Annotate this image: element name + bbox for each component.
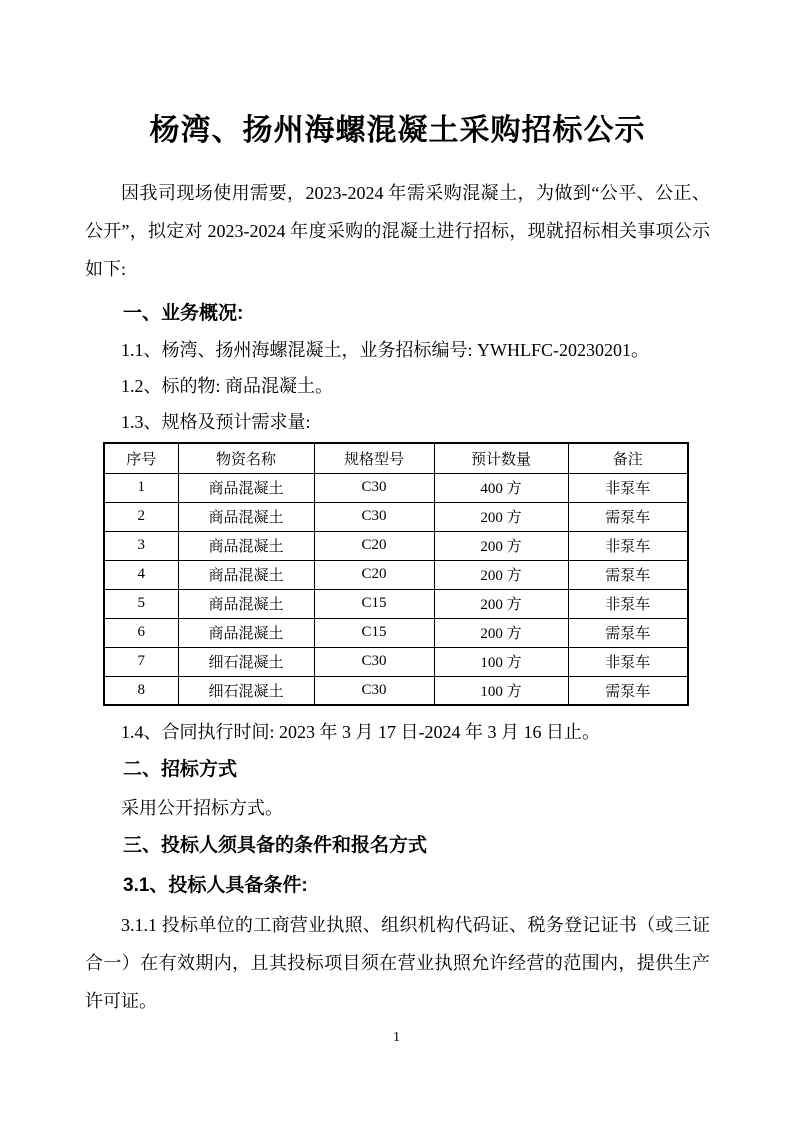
cell-remark: 非泵车 — [568, 473, 688, 502]
cell-spec: C20 — [314, 560, 434, 589]
cell-quantity: 200 方 — [434, 531, 568, 560]
table-row — [104, 560, 688, 589]
table-header-row — [104, 443, 688, 473]
cell-spec: C15 — [314, 589, 434, 618]
table-header-material: 物资名称 — [178, 443, 314, 473]
section3-heading: 三、投标人须具备的条件和报名方式 — [123, 835, 428, 856]
item-1-1: 1.1、杨湾、扬州海螺混凝土，业务招标编号: YWHLFC-20230201。 — [121, 340, 649, 360]
page-number: 1 — [393, 1030, 400, 1045]
cell-material: 商品混凝土 — [178, 618, 314, 647]
cell-remark: 需泵车 — [568, 502, 688, 531]
cell-material: 商品混凝土 — [178, 560, 314, 589]
cell-seq: 1 — [104, 473, 178, 502]
cell-remark: 需泵车 — [568, 560, 688, 589]
section2-body: 采用公开招标方式。 — [121, 798, 283, 818]
cell-spec: C20 — [314, 531, 434, 560]
cell-quantity: 400 方 — [434, 473, 568, 502]
intro-paragraph: 因我司现场使用需要，2023-2024 年需采购混凝土，为做到“公平、公正、公开”，拟定对 2023-2024 年度采购的混凝土进行招标，现就招标相关事项公示如下: — [85, 183, 710, 279]
demand-table — [103, 442, 689, 706]
document-title: 杨湾、扬州海螺混凝土采购招标公示 — [149, 114, 646, 147]
cell-spec: C30 — [314, 676, 434, 705]
cell-seq: 3 — [104, 531, 178, 560]
cell-remark: 非泵车 — [568, 589, 688, 618]
cell-material: 商品混凝土 — [178, 589, 314, 618]
cell-seq: 8 — [104, 676, 178, 705]
item-1-3: 1.3、规格及预计需求量: — [121, 412, 311, 432]
item-1-4: 1.4、合同执行时间: 2023 年 3 月 17 日-2024 年 3 月 16 日止。 — [121, 722, 600, 742]
cell-spec: C30 — [314, 647, 434, 676]
cell-spec: C15 — [314, 618, 434, 647]
table-row — [104, 676, 688, 705]
cell-seq: 5 — [104, 589, 178, 618]
table-row — [104, 618, 688, 647]
cell-quantity: 200 方 — [434, 618, 568, 647]
table-row — [104, 647, 688, 676]
cell-material: 细石混凝土 — [178, 676, 314, 705]
cell-material: 商品混凝土 — [178, 531, 314, 560]
section1-heading: 一、业务概况: — [123, 303, 244, 324]
cell-spec: C30 — [314, 502, 434, 531]
cell-spec: C30 — [314, 473, 434, 502]
cell-quantity: 200 方 — [434, 502, 568, 531]
table-row — [104, 531, 688, 560]
cell-seq: 2 — [104, 502, 178, 531]
section3-1-heading: 3.1、投标人具备条件: — [123, 875, 308, 896]
item-1-2: 1.2、标的物: 商品混凝土。 — [121, 376, 333, 396]
item-3-1-1-paragraph: 3.1.1 投标单位的工商营业执照、组织机构代码证、税务登记证书（或三证合一）在有效期内，且其投标项目须在营业执照允许经营的范围内，提供生产许可证。 — [85, 915, 710, 1011]
cell-seq: 6 — [104, 618, 178, 647]
cell-remark: 需泵车 — [568, 676, 688, 705]
table-row — [104, 589, 688, 618]
cell-material: 商品混凝土 — [178, 473, 314, 502]
table-header-seq: 序号 — [104, 443, 178, 473]
table-header-remark: 备注 — [568, 443, 688, 473]
cell-seq: 4 — [104, 560, 178, 589]
cell-material: 商品混凝土 — [178, 502, 314, 531]
cell-quantity: 100 方 — [434, 676, 568, 705]
table-header-quantity: 预计数量 — [434, 443, 568, 473]
cell-remark: 需泵车 — [568, 618, 688, 647]
cell-material: 细石混凝土 — [178, 647, 314, 676]
cell-quantity: 200 方 — [434, 560, 568, 589]
document-content — [0, 108, 793, 1020]
cell-remark: 非泵车 — [568, 531, 688, 560]
table-header-spec: 规格型号 — [314, 443, 434, 473]
table-row — [104, 502, 688, 531]
cell-remark: 非泵车 — [568, 647, 688, 676]
table-row — [104, 473, 688, 502]
cell-seq: 7 — [104, 647, 178, 676]
cell-quantity: 200 方 — [434, 589, 568, 618]
cell-quantity: 100 方 — [434, 647, 568, 676]
section2-heading: 二、招标方式 — [123, 759, 238, 780]
